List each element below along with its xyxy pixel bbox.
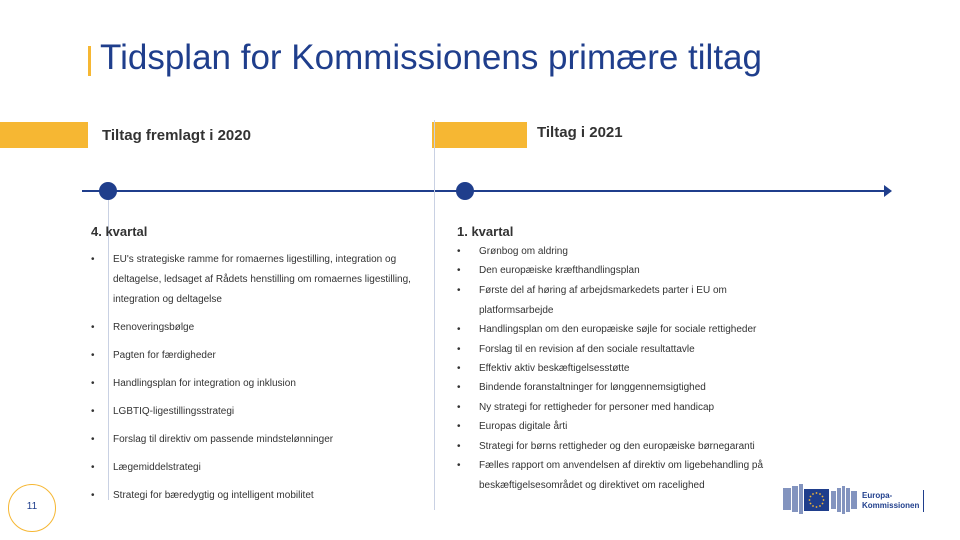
logo-text-line2: Kommissionen: [862, 501, 920, 510]
list-item-text: Fælles rapport om anvendelsen af direktiv om ligebehandling på: [479, 459, 764, 471]
quarter-label-right: 1. kvartal: [457, 224, 514, 239]
list-item: [457, 361, 797, 376]
list-item: [457, 283, 797, 318]
page-title: Tidsplan for Kommissionens primære tiltag: [100, 38, 762, 77]
list-item: [91, 318, 426, 338]
list-item: [91, 402, 426, 422]
list-item-text: Ny strategi for rettigheder for personer med handicap: [479, 401, 715, 413]
list-item: [457, 380, 797, 395]
list-item-text: LGBTIQ-ligestillingsstrategi: [113, 406, 235, 417]
list-item: [457, 439, 797, 454]
european-commission-logo-text: [862, 491, 919, 511]
timeline-line: [82, 190, 887, 192]
list-item-text: Grønbog om aldring: [479, 246, 568, 257]
list-item-text: Handlingsplan for integration og inklusion: [113, 378, 296, 389]
initiatives-list-2021: [457, 244, 797, 497]
list-item: [91, 430, 426, 450]
timeline-divider-right: [434, 120, 435, 510]
list-item: [91, 250, 426, 310]
list-item-text: Europas digitale årti: [479, 421, 568, 433]
list-item: [457, 263, 797, 278]
list-item: [457, 244, 797, 259]
section-label-2021: Tiltag i 2021: [537, 124, 623, 141]
page-number: 11: [26, 501, 38, 512]
list-item-text: Bindende foranstaltninger for lønggennemsigtighed: [479, 382, 706, 394]
section-tab-2020: [0, 122, 88, 148]
list-item-text: Pagten for færdigheder: [113, 350, 216, 361]
list-item-text: Renoveringsbølge: [113, 322, 195, 333]
list-item-text: EU's strategiske ramme for romaernes ligestilling, integration og deltagelse, ledsaget af Rådets henstilling om romaernes ligestilling, integration og deltagelse: [113, 254, 411, 305]
list-item: [457, 342, 797, 357]
timeline-marker-2021: [456, 182, 474, 200]
list-item: [91, 346, 426, 366]
list-item-text: Lægemiddelstrategi: [113, 462, 201, 473]
quarter-label-left: 4. kvartal: [91, 224, 148, 239]
timeline-arrow-icon: [884, 185, 892, 197]
list-item-text: Første del af høring af arbejdsmarkedets parter i EU om: [479, 284, 727, 296]
logo-text-line1: Europa-: [862, 491, 893, 500]
list-item: [457, 322, 797, 337]
list-item-text: Strategi for bæredygtig og intelligent mobilitet: [113, 490, 314, 501]
list-item-text: Strategi for børns rettigheder og den europæiske børnegaranti: [479, 440, 755, 452]
list-item: [91, 374, 426, 394]
list-item: [457, 458, 797, 493]
list-item-text: Forslag til direktiv om passende mindstelønninger: [113, 434, 334, 445]
list-item-continuation: beskæftigelsesområdet og direktivet om racelighed: [479, 479, 705, 491]
list-item: [91, 486, 426, 506]
list-item: [457, 400, 797, 415]
initiatives-list-2020: [91, 250, 426, 514]
list-item-text: Handlingsplan om den europæiske søjle for sociale rettigheder: [479, 324, 757, 336]
list-item-continuation: platformsarbejde: [479, 304, 554, 316]
list-item-text: Den europæiske kræfthandlingsplan: [479, 265, 640, 277]
timeline-marker-2020: [99, 182, 117, 200]
list-item-text: Effektiv aktiv beskæftigelsesstøtte: [479, 362, 630, 374]
list-item: [91, 458, 426, 478]
section-tab-2021: [432, 122, 527, 148]
list-item-text: Forslag til en revision af den sociale resultattavle: [479, 343, 695, 355]
list-item: [457, 419, 797, 434]
section-label-2020: Tiltag fremlagt i 2020: [102, 127, 251, 144]
title-accent-bar: [88, 46, 91, 76]
